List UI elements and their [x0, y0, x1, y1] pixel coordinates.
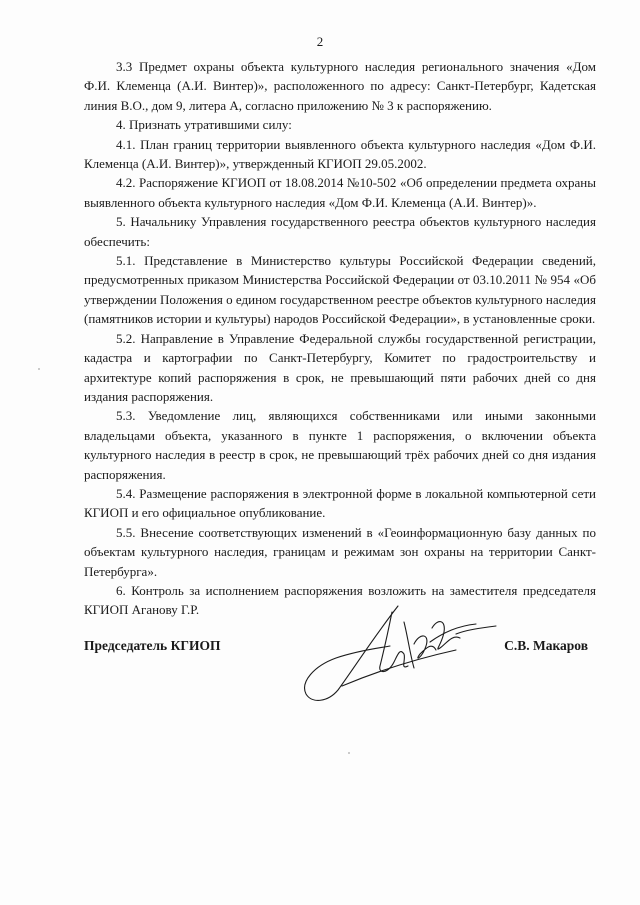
signer-name: С.В. Макаров [504, 638, 588, 653]
paragraph-5-5: 5.5. Внесение соответствующих изменений в «Геоинформационную базу данных по объектам культурного наследия, границам и режимам зон охраны на территории Санкт-Петербурга». [84, 524, 596, 579]
document-body [84, 57, 596, 620]
signature-block [84, 632, 596, 692]
paragraph-5-4: 5.4. Размещение распоряжения в электронной форме в локальной компьютерной сети КГИОП и его официальное опубликование. [84, 485, 596, 521]
paragraph-3-3: 3.3 Предмет охраны объекта культурного наследия регионального значения «Дом Ф.И. Клеменца (А.И. Винтер)», расположенного по адресу: Санкт-Петербург, Кадетская линия В.О., дом 9, литера А, согласно приложению № 3 к распоряжению. [84, 59, 596, 113]
scan-speck [38, 368, 40, 370]
paragraph-5-2: 5.2. Направление в Управление Федеральной службы государственной регистрации, кадастра и картографии по Санкт-Петербургу, Комитет по градостроительству и архитектуре копий распоряжения в срок, не превышающий пяти рабочих дней со дня издания распоряжения. [84, 330, 596, 404]
paragraph-4: 4. Признать утратившими силу: [116, 117, 292, 133]
paragraph-4-2: 4.2. Распоряжение КГИОП от 18.08.2014 №10-502 «Об определении предмета охраны выявленного объекта культурного наследия «Дом Ф.И. Клеменца (А.И. Винтер)». [84, 175, 596, 210]
page-number: 2 [316, 34, 324, 49]
scan-speck [348, 752, 350, 754]
paragraph-5: 5. Начальнику Управления государственного реестра объектов культурного наследия обеспечить: [84, 214, 596, 249]
signer-title: Председатель КГИОП [84, 638, 221, 653]
paragraph-5-3: 5.3. Уведомление лиц, являющихся собственниками или иными законными владельцами объекта, указанного в пункте 1 распоряжения, о включении объекта культурного наследия в реестр в срок, не превышающий трёх рабочих дней со дня издания распоряжения. [84, 408, 596, 482]
paragraph-5-1: 5.1. Представление в Министерство культуры Российской Федерации сведений, предусмотренных приказом Министерства Российской Федерации от 03.10.2011 № 954 «Об утверждении Положения о едином государственном реестре объектов культурного наследия (памятников истории и культуры) народов Российской Федерации», в установленные сроки. [84, 253, 596, 327]
paragraph-4-1: 4.1. План границ территории выявленного объекта культурного наследия «Дом Ф.И. Клеменца (А.И. Винтер)», утвержденный КГИОП 29.05.2002. [84, 136, 596, 172]
handwritten-signature [280, 598, 520, 706]
paragraph-6: 6. Контроль за исполнением распоряжения возложить на заместителя председателя КГИОП Аганову Г.Р. [84, 582, 596, 618]
